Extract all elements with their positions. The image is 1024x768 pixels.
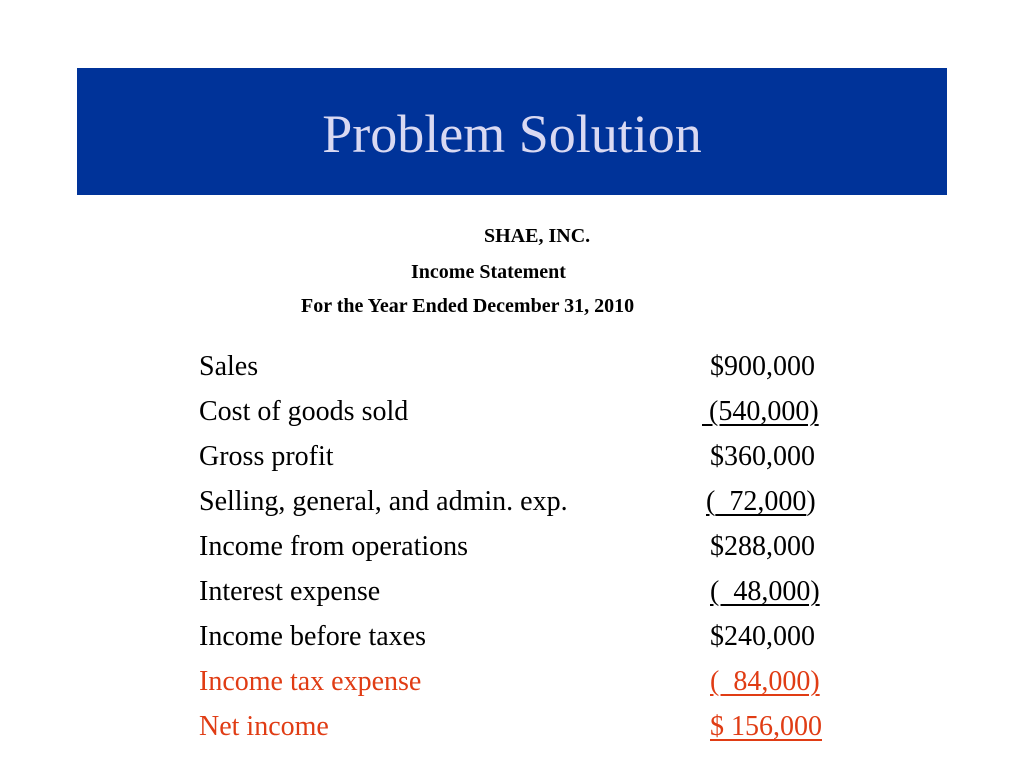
row-label: Income from operations bbox=[199, 531, 469, 562]
row-label: Income before taxes bbox=[199, 621, 426, 652]
row-income-tax-expense bbox=[0, 666, 1024, 706]
amount-value: 72,000 bbox=[715, 486, 807, 517]
row-sales bbox=[0, 351, 1024, 391]
row-selling-general-admin bbox=[0, 486, 1024, 526]
row-amount: ( 48,000) bbox=[710, 576, 820, 607]
row-amount: $ 156,000 bbox=[710, 711, 822, 742]
row-label: Sales bbox=[199, 351, 259, 382]
company-name: SHAE, INC. bbox=[484, 225, 591, 247]
slide-title: Problem Solution bbox=[322, 103, 702, 164]
row-income-before-taxes bbox=[0, 621, 1024, 661]
row-amount: (540,000) bbox=[702, 396, 819, 427]
amount-close-paren: ) bbox=[806, 486, 816, 517]
amount-open-paren: ( bbox=[706, 486, 716, 517]
row-label: Income tax expense bbox=[199, 666, 422, 697]
row-income-from-operations bbox=[0, 531, 1024, 571]
row-label: Interest expense bbox=[199, 576, 381, 607]
row-net-income bbox=[0, 711, 1024, 751]
row-label: Selling, general, and admin. exp. bbox=[199, 486, 568, 517]
row-interest-expense bbox=[0, 576, 1024, 616]
row-cost-of-goods-sold bbox=[0, 396, 1024, 436]
statement-name: Income Statement bbox=[411, 261, 566, 283]
row-gross-profit bbox=[0, 441, 1024, 481]
row-amount: ( 84,000) bbox=[710, 666, 820, 697]
row-amount: $288,000 bbox=[710, 531, 815, 562]
row-amount bbox=[706, 486, 816, 518]
row-amount: $240,000 bbox=[710, 621, 815, 652]
row-label: Gross profit bbox=[199, 441, 334, 472]
title-bar bbox=[77, 68, 947, 195]
row-label: Net income bbox=[199, 711, 329, 742]
row-label: Cost of goods sold bbox=[199, 396, 409, 427]
row-amount: $900,000 bbox=[710, 351, 815, 382]
statement-period: For the Year Ended December 31, 2010 bbox=[301, 295, 635, 317]
row-amount: $360,000 bbox=[710, 441, 815, 472]
